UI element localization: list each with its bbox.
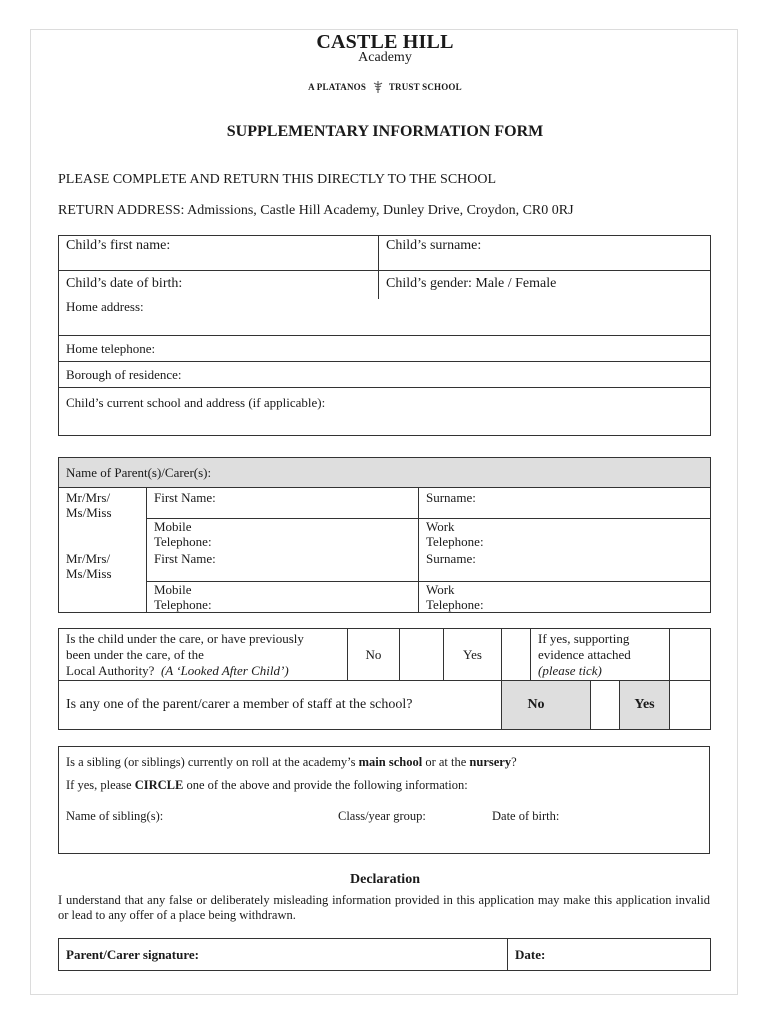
current-school-field[interactable]: Child’s current school and address (if applicable): bbox=[59, 388, 711, 436]
parent2-mobile-field[interactable]: Mobile Telephone: bbox=[147, 582, 419, 613]
home-address-field[interactable]: Home address: bbox=[59, 299, 711, 336]
staff-yes-box[interactable] bbox=[670, 681, 711, 730]
parent2-work-field[interactable]: Work Telephone: bbox=[419, 582, 711, 613]
form-title: SUPPLEMENTARY INFORMATION FORM bbox=[226, 123, 544, 140]
declaration-text: I understand that any false or deliberately misleading information provided in this application may make this application invalid or lead to any offer of a place being withdrawn. bbox=[58, 893, 710, 922]
care-no-box[interactable] bbox=[400, 629, 444, 681]
parent2-surname-field[interactable]: Surname: bbox=[419, 551, 711, 582]
child-gender-field[interactable]: Child’s gender: Male / Female bbox=[379, 271, 711, 299]
trust-right: TRUST SCHOOL bbox=[388, 82, 462, 92]
school-name: CASTLE HILL bbox=[316, 31, 454, 53]
signature-field[interactable]: Parent/Carer signature: bbox=[59, 939, 508, 971]
parents-table bbox=[58, 457, 711, 613]
parents-header: Name of Parent(s)/Carer(s): bbox=[59, 458, 711, 488]
child-dob-field[interactable]: Child’s date of birth: bbox=[59, 271, 379, 299]
declaration-heading: Declaration bbox=[350, 872, 420, 887]
parent2-first-name-field[interactable]: First Name: bbox=[147, 551, 419, 582]
parent2-title: Mr/Mrs/ Ms/Miss bbox=[59, 551, 147, 613]
sibling-class-field[interactable]: Class/year group: bbox=[338, 809, 426, 823]
care-yes-label: Yes bbox=[444, 629, 502, 681]
trust-left: A PLATANOS bbox=[308, 82, 367, 92]
care-staff-table bbox=[58, 628, 711, 730]
return-address: RETURN ADDRESS: Admissions, Castle Hill Academy, Dunley Drive, Croydon, CR0 0RJ bbox=[58, 203, 574, 218]
parent1-mobile-field[interactable]: Mobile Telephone: bbox=[147, 519, 419, 551]
child-first-name-field[interactable]: Child’s first name: bbox=[59, 236, 379, 271]
staff-no-box[interactable] bbox=[591, 681, 620, 730]
sibling-box bbox=[58, 746, 710, 854]
borough-field[interactable]: Borough of residence: bbox=[59, 362, 711, 388]
signature-table bbox=[58, 938, 711, 971]
sibling-name-field[interactable]: Name of sibling(s): bbox=[66, 809, 164, 823]
care-no-label: No bbox=[348, 629, 400, 681]
care-yes-box[interactable] bbox=[502, 629, 531, 681]
parent1-first-name-field[interactable]: First Name: bbox=[147, 488, 419, 519]
signature-date-field[interactable]: Date: bbox=[508, 939, 711, 971]
home-telephone-field[interactable]: Home telephone: bbox=[59, 336, 711, 362]
sibling-circle-instruction: If yes, please CIRCLE one of the above and provide the following information: bbox=[66, 778, 468, 792]
evidence-tick-box[interactable] bbox=[670, 629, 711, 681]
care-question: Is the child under the care, or have previously been under the care, of the Local Authority? (A ‘Looked After Child’) bbox=[59, 629, 348, 681]
school-subtitle: Academy bbox=[358, 50, 412, 65]
trust-emblem-icon bbox=[372, 80, 384, 94]
sibling-question: Is a sibling (or siblings) currently on roll at the academy’s main school or at the nursery? bbox=[66, 755, 517, 769]
child-details-table bbox=[58, 235, 711, 436]
parent1-surname-field[interactable]: Surname: bbox=[419, 488, 711, 519]
staff-yes-label: Yes bbox=[620, 681, 670, 730]
evidence-label: If yes, supporting evidence attached (please tick) bbox=[531, 629, 670, 681]
parent1-work-field[interactable]: Work Telephone: bbox=[419, 519, 711, 551]
parent1-title: Mr/Mrs/ Ms/Miss bbox=[59, 488, 147, 551]
staff-question: Is any one of the parent/carer a member of staff at the school? bbox=[59, 681, 502, 730]
instruction-line-1: PLEASE COMPLETE AND RETURN THIS DIRECTLY TO THE SCHOOL bbox=[58, 172, 497, 187]
staff-no-label: No bbox=[502, 681, 591, 730]
child-surname-field[interactable]: Child’s surname: bbox=[379, 236, 711, 271]
sibling-dob-field[interactable]: Date of birth: bbox=[492, 809, 560, 823]
trust-line bbox=[0, 80, 770, 94]
